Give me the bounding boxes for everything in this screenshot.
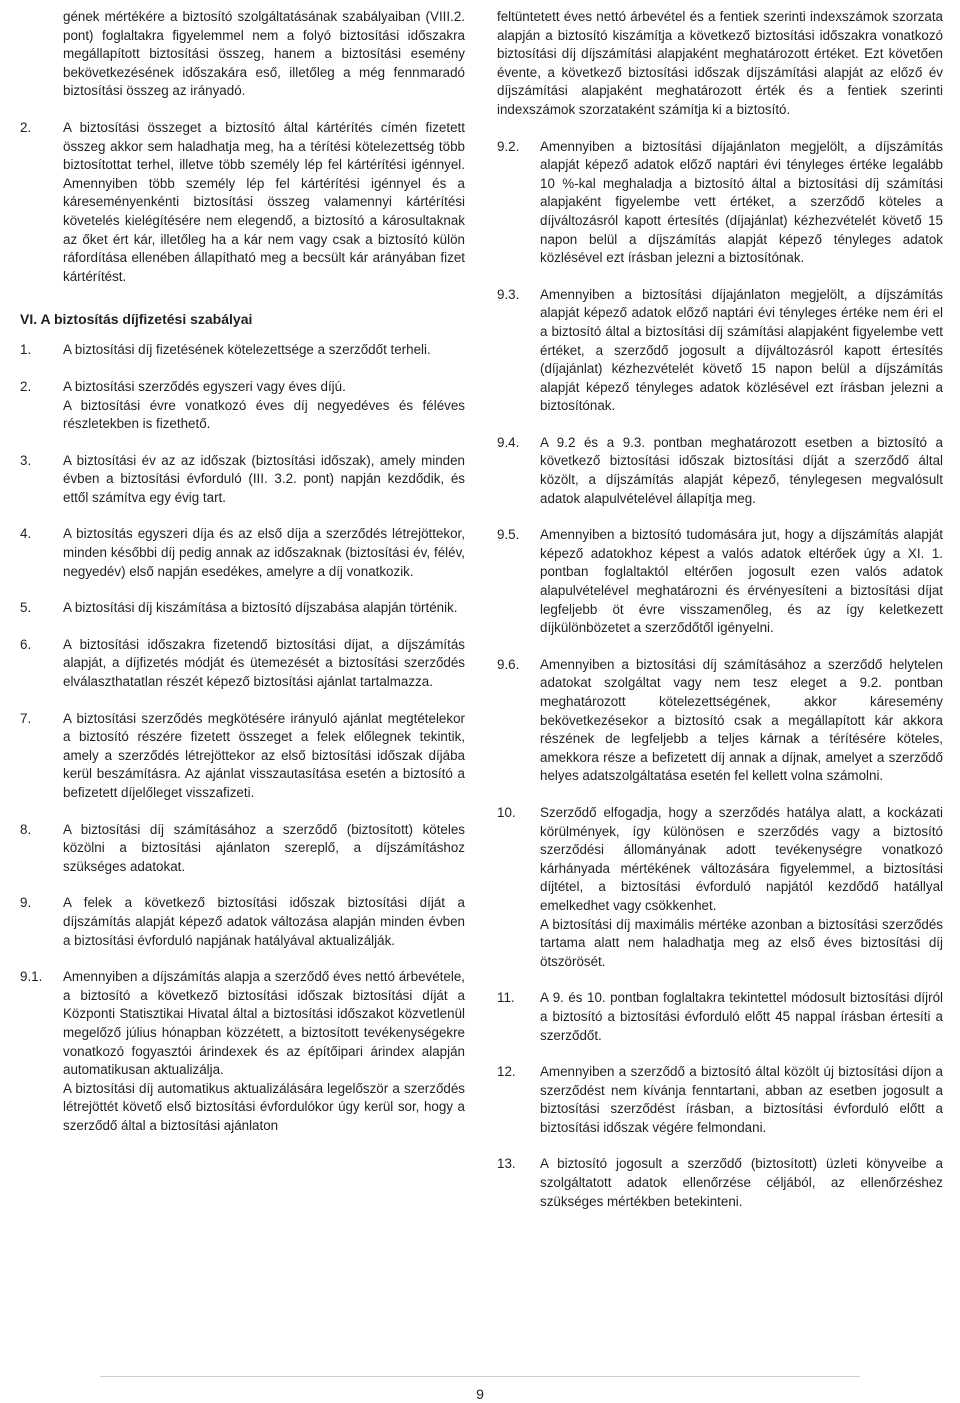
item-number: 2.: [20, 119, 32, 135]
item-text: [63, 636, 465, 692]
numbered-item: [497, 138, 943, 268]
item-text: [63, 525, 465, 581]
item-text: [63, 452, 465, 508]
numbered-item: [20, 894, 465, 950]
continuation-paragraph: [20, 8, 465, 101]
item-text-line: A biztosítási díj számításához a szerződő (biztosított) köteles közölni a biztosítási ajánlaton szereplő, a díjszámításhoz szükséges adatokat.: [63, 821, 465, 874]
item-text-line: A biztosítás egyszeri díja és az első díja a szerződés létrejöttekor, minden későbbi díj pedig annak az időszaknak (biztosítási év, félév, negyedév) első napján esedékes, amelyre a díj vonatkozik.: [63, 526, 465, 579]
item-text: A biztosítási összeget a biztosító által kártérítés címén fizetett összeg akkor sem haladhatja meg, ha a térítési kötelezettség több biztosítottat terhel, illetve több személy lép fel kártérítési igénnyel. Amennyiben több személy lép fel kártérítési igénnyel és a káreseményenkénti biztosítási összeg valamennyi kártérítési követelés kielégítésére nem elegendő, a biztosító a károsultaknak az őket ért kár, illetőleg ha a kár nem vagy csak a biztosító külön ráfordítása ellenében állapítható meg a becsült kár arányában fizet kártérítést.: [63, 119, 465, 284]
item-number: 11.: [497, 990, 515, 1006]
numbered-item: [20, 710, 465, 803]
item-number: 9.: [20, 895, 32, 911]
item-number: 10.: [497, 804, 516, 820]
item-number: 9.1.: [20, 969, 43, 985]
item-text: [540, 286, 943, 416]
item-text: [63, 599, 465, 618]
item-text-line: Amennyiben a biztosítási díjajánlaton megjelölt, a díjszámítás alapját képező adatok előző naptári évi tényleges értéke nem éri el a biztosító által a biztosítási díj számítási alapjaként figyelembe vett értéket, a szerződő jogosult a díjváltozásról kapott értesítés (díjajánlat) kézhezvételét követő 15 napon belül a díjszámítás alapját képező tényleges adatok közlésével ezt írásban jelezni a biztosítónak.: [540, 286, 943, 414]
item-text: [540, 1155, 943, 1211]
item-text-line: A biztosítási szerződés megkötésére irányuló ajánlat megtételekor a biztosító részére fizetett összeget a felek előlegnek tekintik, amely a szerződés létrejöttekor az első biztosítási időszak díjába kerül beszámításra. Az ajánlat visszautasítása esetén a biztosító a befizetett díjelőleget visszafizeti.: [63, 710, 465, 800]
item-text-line: A felek a következő biztosítási időszak biztosítási díját a díjszámítás alapját képező adatok változása alapján minden évben a biztosítási évforduló napjának hatályával aktualizálják.: [63, 895, 465, 948]
item-text: [63, 341, 465, 360]
paragraph-text: gének mértékére a biztosító szolgáltatásának szabályaiban (VIII.2. pont) foglaltakra figyelemmel nem a folyó biztosítási időszakra megállapított biztosítási összeg, hanem a biztosítási esemény bekövetkezésének időszakára eső, illetőleg a még fennmaradó biztosítási összeg az irányadó.: [63, 9, 465, 99]
item-text: [540, 1063, 943, 1137]
item-text-line: A biztosítási díj maximális mértéke azonban a biztosítási szerződés tartama alatt nem haladhatja meg az első éves biztosítási díj ötszörösét.: [540, 916, 943, 969]
item-text-line: A biztosítási díj automatikus aktualizálására legelőször a szerződés létrejöttét követő első biztosítási évfordulókor úgy kerül sor, hogy a szerződő által a biztosítási ajánlaton: [63, 1080, 465, 1133]
item-text-line: A biztosítási év az az időszak (biztosítási időszak), amely minden évben a biztosítási évforduló (III. 3.2. pont) napján kezdődik, és ettől számítva egy évig tart.: [63, 452, 465, 505]
item-text-line: A 9. és 10. pontban foglaltakra tekintettel módosult biztosítási díjról a biztosító a biztosítási évforduló előtt 45 nappal írásban értesíti a szerződőt.: [540, 990, 943, 1043]
item-text: [540, 804, 943, 971]
section-heading: VI. A biztosítás díjfizetési szabályai: [20, 311, 253, 328]
numbered-item: [20, 968, 465, 1135]
item-text: [63, 894, 465, 950]
continuation-paragraph: [497, 8, 943, 120]
left-column: [20, 8, 465, 1154]
item-number: 9.5.: [497, 527, 520, 543]
item-text: [540, 138, 943, 268]
item-text-line: A biztosítási díj kiszámítása a biztosító díjszabása alapján történik.: [63, 600, 458, 616]
numbered-list: [20, 341, 465, 1135]
item-number: 9.4.: [497, 434, 520, 450]
numbered-item: [20, 341, 465, 360]
item-text: [63, 968, 465, 1135]
numbered-item: [20, 599, 465, 618]
numbered-item: [497, 526, 943, 638]
item-text: [540, 434, 943, 508]
item-number: 9.3.: [497, 286, 520, 302]
numbered-item: [20, 525, 465, 581]
item-number: 12.: [497, 1064, 516, 1080]
numbered-item: [497, 989, 943, 1045]
numbered-list: [497, 138, 943, 1212]
item-text: [540, 989, 943, 1045]
numbered-item-2: [20, 119, 465, 286]
numbered-item: [497, 1063, 943, 1137]
item-text: [540, 656, 943, 786]
item-text-line: A 9.2 és a 9.3. pontban meghatározott esetben a biztosító a következő biztosítási időszak biztosítási díját a szerződő által közölt, a díjszámítás alapját képező, ténylegesen megvalósult adatok alapulvételével állapítja meg.: [540, 434, 943, 506]
numbered-item: [497, 286, 943, 416]
item-text: [63, 710, 465, 803]
footer-divider: [100, 1376, 860, 1377]
item-text-line: Szerződő elfogadja, hogy a szerződés hatálya alatt, a kockázati körülmények, így különösen e szerződés vagy a biztosító szerződési állományának adott tevékenységre vonatkozó kárhányada mértékének változására figyelemmel, a biztosítási díjtétel, a biztosítási évforduló napjától kezdődő hatállyal emelkedhet vagy csökkenhet.: [540, 804, 943, 913]
right-column: [497, 8, 943, 1229]
numbered-item: [497, 1155, 943, 1211]
numbered-item: [20, 378, 465, 434]
item-text-line: A biztosítási díj fizetésének kötelezettsége a szerződőt terheli.: [63, 342, 431, 358]
item-text-line: Amennyiben a biztosító tudomására jut, hogy a díjszámítás alapját képező adatokhoz képest a valós adatok eltérőek úgy a XI. 1. pontban foglaltaktól eltérően jogosult ezen valós adatok alapulvételével meghatározni és érvényesíteni a biztosítási díjat legfeljebb öt évre visszamenőleg, és az így keletkezett díjkülönbözetet a szerződőtől igényelni.: [540, 527, 943, 636]
numbered-item: [20, 452, 465, 508]
numbered-item: [497, 804, 943, 971]
item-text-line: A biztosítási évre vonatkozó éves díj negyedéves és féléves részletekben is fizethető.: [63, 397, 465, 432]
item-text-line: Amennyiben a biztosítási díjajánlaton megjelölt, a díjszámítás alapját képező adatok előző naptári évi tényleges értéke legalább 10 %-kal meghaladja a biztosító által a biztosítási díj számítási alapjaként figyelembe vett értéket, a szerződő köteles a díjváltozásról kapott értesítés (díjajánlat) kézhezvételét követő 15 napon belül a díjszámítás alapját képező tényleges adatok közlésével ezt írásban jelezni a biztosítónak.: [540, 138, 943, 266]
item-number: 9.2.: [497, 138, 520, 154]
item-number: 6.: [20, 636, 32, 652]
item-number: 4.: [20, 526, 32, 542]
paragraph-text: feltüntetett éves nettó árbevétel és a fentiek szerinti indexszámok szorzata alapján a biztosító kiszámítja a következő biztosítási időszakra vonatkozó biztosítási díj díjszámítási alapjaként meghatározott értéket. Ezt követően évente, a következő biztosítási időszak díjszámítási alapját az előző év díjszámítási alapjaként meghatározott érték és a fentiek szerinti indexszámok szorzataként számítja ki a biztosító.: [497, 9, 943, 117]
item-number: 3.: [20, 452, 32, 468]
numbered-item: [497, 656, 943, 786]
item-number: 1.: [20, 342, 32, 358]
item-number: 2.: [20, 378, 32, 394]
item-text: [63, 821, 465, 877]
item-text: [540, 526, 943, 638]
numbered-item: [20, 636, 465, 692]
numbered-item: [20, 821, 465, 877]
item-number: 13.: [497, 1156, 516, 1172]
item-text-line: A biztosítási szerződés egyszeri vagy éves díjú.: [63, 378, 346, 394]
item-number: 8.: [20, 821, 32, 837]
item-number: 5.: [20, 600, 32, 616]
page-number: 9: [476, 1386, 484, 1402]
item-text-line: Amennyiben a díjszámítás alapja a szerződő éves nettó árbevétele, a biztosító a következő biztosítási időszak biztosítási díját a Központi Statisztikai Hivatal által a biztosítási időszakot közvetlenül megelőző július hónapban közzétett, a biztosított tevékenységekre vonatkozó fogyasztói árindexek és az építőipari árindex alapján automatikusan aktualizálja.: [63, 969, 465, 1078]
item-text-line: A biztosító jogosult a szerződő (biztosított) üzleti könyveibe a szolgáltatott adatok ellenőrzése céljából, az ellenőrzéshez szükséges mértékben betekinteni.: [540, 1156, 943, 1209]
item-text-line: Amennyiben a biztosítási díj számításához a szerződő helytelen adatokat szolgáltat vagy nem tesz eleget a 9.2. pontban meghatározott kötelezettségének, akkor káresemény bekövetkezésekor a biztosító csak a megállapított kár akkora részének de legfeljebb a teljes kárnak a térítésére köteles, amekkora része a befizetett díj annak a díjnak, amelyet a szerződő helyes adatszolgáltatása esetén fel kellett volna számolni.: [540, 656, 943, 784]
numbered-item: [497, 434, 943, 508]
item-text: [63, 378, 465, 434]
item-number: 9.6.: [497, 656, 520, 672]
item-number: 7.: [20, 710, 32, 726]
item-text-line: A biztosítási időszakra fizetendő biztosítási díjat, a díjszámítás alapját, a díjfizetés módját és ütemezését a biztosítási szerződés elválaszthatatlan részét képező biztosítási ajánlat tartalmazza.: [63, 636, 465, 690]
item-text-line: Amennyiben a szerződő a biztosító által közölt új biztosítási díjon a szerződést nem kívánja fenntartani, abban az esetben jogosult a biztosítási szerződést írásban, a biztosítási évforduló előtt a biztosítási időszak végére felmondani.: [540, 1064, 943, 1135]
